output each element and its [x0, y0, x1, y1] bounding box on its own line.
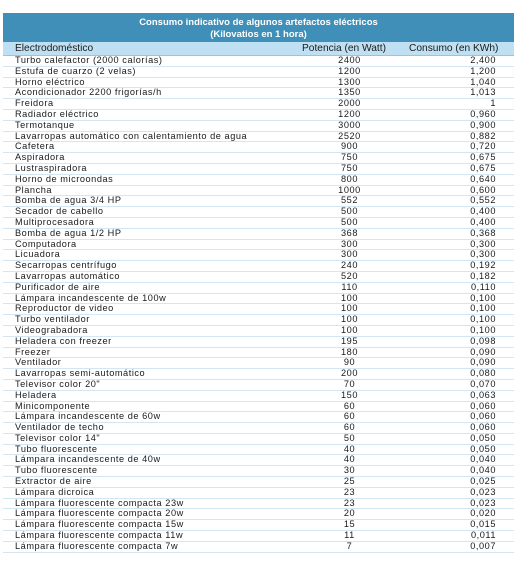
table-row [3, 477, 514, 488]
appliance-cell: Lavarropas semi-automático [3, 369, 300, 380]
table-row [3, 271, 514, 282]
table-row [3, 142, 514, 153]
appliance-cell: Reproductor de video [3, 304, 300, 315]
appliance-cell: Cafetera [3, 142, 300, 153]
consumption-cell: 0,040 [407, 455, 514, 466]
appliance-cell: Lustraspiradora [3, 163, 300, 174]
table-row [3, 358, 514, 369]
consumption-cell: 0,023 [407, 487, 514, 498]
table-body [3, 56, 514, 553]
consumption-cell: 0,720 [407, 142, 514, 153]
table-row [3, 228, 514, 239]
table-row [3, 131, 514, 142]
appliance-cell: Heladera con freezer [3, 336, 300, 347]
appliance-cell: Horno de microondas [3, 174, 300, 185]
appliance-cell: Freidora [3, 99, 300, 110]
power-cell: 500 [300, 217, 407, 228]
consumption-cell: 0,100 [407, 293, 514, 304]
consumption-cell: 0,011 [407, 531, 514, 542]
table-row [3, 153, 514, 164]
table-row [3, 455, 514, 466]
power-cell: 90 [300, 358, 407, 369]
power-cell: 195 [300, 336, 407, 347]
appliance-cell: Multiprocesadora [3, 217, 300, 228]
power-cell: 900 [300, 142, 407, 153]
consumption-cell: 0,090 [407, 347, 514, 358]
appliance-cell: Videograbadora [3, 325, 300, 336]
consumption-cell: 0,060 [407, 401, 514, 412]
table-row [3, 401, 514, 412]
consumption-cell: 0,675 [407, 163, 514, 174]
power-cell: 180 [300, 347, 407, 358]
table-row [3, 207, 514, 218]
power-cell: 2000 [300, 99, 407, 110]
appliance-cell: Lámpara incandescente de 40w [3, 455, 300, 466]
appliance-cell: Lámpara fluorescente compacta 15w [3, 520, 300, 531]
power-cell: 1300 [300, 77, 407, 88]
appliance-cell: Estufa de cuarzo (2 velas) [3, 66, 300, 77]
table-row [3, 250, 514, 261]
consumption-cell: 0,900 [407, 120, 514, 131]
power-cell: 500 [300, 207, 407, 218]
power-cell: 15 [300, 520, 407, 531]
consumption-cell: 0,050 [407, 433, 514, 444]
consumption-cell: 0,098 [407, 336, 514, 347]
table-row [3, 390, 514, 401]
appliance-cell: Minicomponente [3, 401, 300, 412]
appliance-cell: Lámpara fluorescente compacta 20w [3, 509, 300, 520]
power-cell: 23 [300, 498, 407, 509]
header-consumption: Consumo (en KWh) [407, 42, 514, 56]
power-cell: 7 [300, 541, 407, 552]
consumption-cell: 0,640 [407, 174, 514, 185]
consumption-cell: 0,100 [407, 325, 514, 336]
header-power: Potencia (en Watt) [300, 42, 407, 56]
table-row [3, 239, 514, 250]
consumption-cell: 0,050 [407, 444, 514, 455]
table-row [3, 498, 514, 509]
appliance-cell: Lavarropas automático [3, 271, 300, 282]
consumption-cell: 0,020 [407, 509, 514, 520]
table-row [3, 163, 514, 174]
table-row [3, 336, 514, 347]
consumption-cell: 0,600 [407, 185, 514, 196]
table-title [3, 13, 514, 42]
consumption-table-panel [3, 13, 514, 566]
table-row [3, 315, 514, 326]
consumption-cell: 0,300 [407, 250, 514, 261]
table-row [3, 77, 514, 88]
appliance-cell: Lámpara incandescente de 60w [3, 412, 300, 423]
appliance-cell: Extractor de aire [3, 477, 300, 488]
table-row [3, 99, 514, 110]
table-header-row [3, 42, 514, 56]
power-cell: 70 [300, 379, 407, 390]
appliance-cell: Plancha [3, 185, 300, 196]
appliance-cell: Tubo fluorescente [3, 466, 300, 477]
table-row [3, 433, 514, 444]
power-cell: 60 [300, 412, 407, 423]
power-cell: 2520 [300, 131, 407, 142]
power-cell: 1200 [300, 66, 407, 77]
appliance-cell: Purificador de aire [3, 282, 300, 293]
table-row [3, 466, 514, 477]
power-cell: 368 [300, 228, 407, 239]
appliance-cell: Lámpara dicroica [3, 487, 300, 498]
power-cell: 300 [300, 250, 407, 261]
consumption-cell: 0,090 [407, 358, 514, 369]
consumption-cell: 1 [407, 99, 514, 110]
power-cell: 1000 [300, 185, 407, 196]
appliance-cell: Ventilador [3, 358, 300, 369]
consumption-cell: 0,882 [407, 131, 514, 142]
table-row [3, 66, 514, 77]
consumption-cell: 0,100 [407, 304, 514, 315]
power-cell: 150 [300, 390, 407, 401]
table-row [3, 88, 514, 99]
table-row [3, 509, 514, 520]
consumption-cell: 0,007 [407, 541, 514, 552]
appliance-cell: Heladera [3, 390, 300, 401]
appliance-cell: Lámpara fluorescente compacta 7w [3, 541, 300, 552]
table-row [3, 293, 514, 304]
power-cell: 552 [300, 196, 407, 207]
appliance-cell: Radiador eléctrico [3, 109, 300, 120]
table-row [3, 369, 514, 380]
power-cell: 11 [300, 531, 407, 542]
power-cell: 1350 [300, 88, 407, 99]
consumption-cell: 0,552 [407, 196, 514, 207]
consumption-cell: 1,200 [407, 66, 514, 77]
appliance-cell: Televisor color 20" [3, 379, 300, 390]
appliance-cell: Aspiradora [3, 153, 300, 164]
table-row [3, 56, 514, 67]
power-cell: 25 [300, 477, 407, 488]
power-cell: 60 [300, 423, 407, 434]
consumption-cell: 0,063 [407, 390, 514, 401]
power-cell: 2400 [300, 56, 407, 67]
appliance-cell: Bomba de agua 1/2 HP [3, 228, 300, 239]
power-cell: 1200 [300, 109, 407, 120]
power-cell: 100 [300, 315, 407, 326]
appliance-cell: Lavarropas automático con calentamiento de agua [3, 131, 300, 142]
consumption-cell: 0,400 [407, 217, 514, 228]
table-row [3, 531, 514, 542]
table-row [3, 261, 514, 272]
consumption-cell: 0,182 [407, 271, 514, 282]
power-cell: 750 [300, 153, 407, 164]
consumption-cell: 0,060 [407, 423, 514, 434]
table-row [3, 282, 514, 293]
table-row [3, 196, 514, 207]
appliance-cell: Secarropas centrífugo [3, 261, 300, 272]
consumption-cell: 0,070 [407, 379, 514, 390]
power-cell: 40 [300, 455, 407, 466]
table-row [3, 185, 514, 196]
power-cell: 23 [300, 487, 407, 498]
power-cell: 60 [300, 401, 407, 412]
consumption-cell: 0,300 [407, 239, 514, 250]
power-cell: 40 [300, 444, 407, 455]
power-cell: 750 [300, 163, 407, 174]
appliance-cell: Bomba de agua 3/4 HP [3, 196, 300, 207]
appliance-cell: Secador de cabello [3, 207, 300, 218]
consumption-cell: 0,040 [407, 466, 514, 477]
table-row [3, 379, 514, 390]
consumption-cell: 0,400 [407, 207, 514, 218]
table-row [3, 520, 514, 531]
appliance-cell: Turbo ventilador [3, 315, 300, 326]
appliance-cell: Lámpara incandescente de 100w [3, 293, 300, 304]
consumption-cell: 0,960 [407, 109, 514, 120]
appliance-cell: Lámpara fluorescente compacta 23w [3, 498, 300, 509]
table-row [3, 444, 514, 455]
appliance-cell: Acondicionador 2200 frigorías/h [3, 88, 300, 99]
consumption-cell: 1,013 [407, 88, 514, 99]
power-cell: 100 [300, 325, 407, 336]
consumption-cell: 0,110 [407, 282, 514, 293]
consumption-cell: 0,100 [407, 315, 514, 326]
appliance-cell: Licuadora [3, 250, 300, 261]
power-cell: 300 [300, 239, 407, 250]
consumption-cell: 2,400 [407, 56, 514, 67]
table-title-line1: Consumo indicativo de algunos artefactos eléctricos [139, 17, 378, 28]
power-cell: 30 [300, 466, 407, 477]
consumption-cell: 0,675 [407, 153, 514, 164]
consumption-cell: 0,015 [407, 520, 514, 531]
power-cell: 3000 [300, 120, 407, 131]
table-row [3, 541, 514, 552]
table-row [3, 487, 514, 498]
table-row [3, 412, 514, 423]
table-row [3, 423, 514, 434]
appliance-cell: Termotanque [3, 120, 300, 131]
appliance-cell: Turbo calefactor (2000 calorías) [3, 56, 300, 67]
table-row [3, 304, 514, 315]
power-cell: 50 [300, 433, 407, 444]
consumption-cell: 0,060 [407, 412, 514, 423]
table-row [3, 120, 514, 131]
power-cell: 200 [300, 369, 407, 380]
appliance-cell: Horno eléctrico [3, 77, 300, 88]
power-cell: 800 [300, 174, 407, 185]
table-row [3, 217, 514, 228]
consumption-cell: 0,192 [407, 261, 514, 272]
power-cell: 520 [300, 271, 407, 282]
appliance-cell: Televisor color 14" [3, 433, 300, 444]
power-cell: 100 [300, 293, 407, 304]
appliance-cell: Ventilador de techo [3, 423, 300, 434]
consumption-cell: 1,040 [407, 77, 514, 88]
appliance-cell: Freezer [3, 347, 300, 358]
table-row [3, 347, 514, 358]
power-cell: 20 [300, 509, 407, 520]
power-cell: 240 [300, 261, 407, 272]
appliance-cell: Lámpara fluorescente compacta 11w [3, 531, 300, 542]
table-row [3, 325, 514, 336]
consumption-cell: 0,080 [407, 369, 514, 380]
appliance-cell: Tubo fluorescente [3, 444, 300, 455]
table-row [3, 174, 514, 185]
power-cell: 110 [300, 282, 407, 293]
appliance-consumption-table [3, 42, 514, 553]
consumption-cell: 0,023 [407, 498, 514, 509]
power-cell: 100 [300, 304, 407, 315]
table-title-line2: (Kilovatios en 1 hora) [210, 29, 307, 40]
header-appliance: Electrodoméstico [3, 42, 300, 56]
consumption-cell: 0,368 [407, 228, 514, 239]
consumption-cell: 0,025 [407, 477, 514, 488]
appliance-cell: Computadora [3, 239, 300, 250]
table-row [3, 109, 514, 120]
